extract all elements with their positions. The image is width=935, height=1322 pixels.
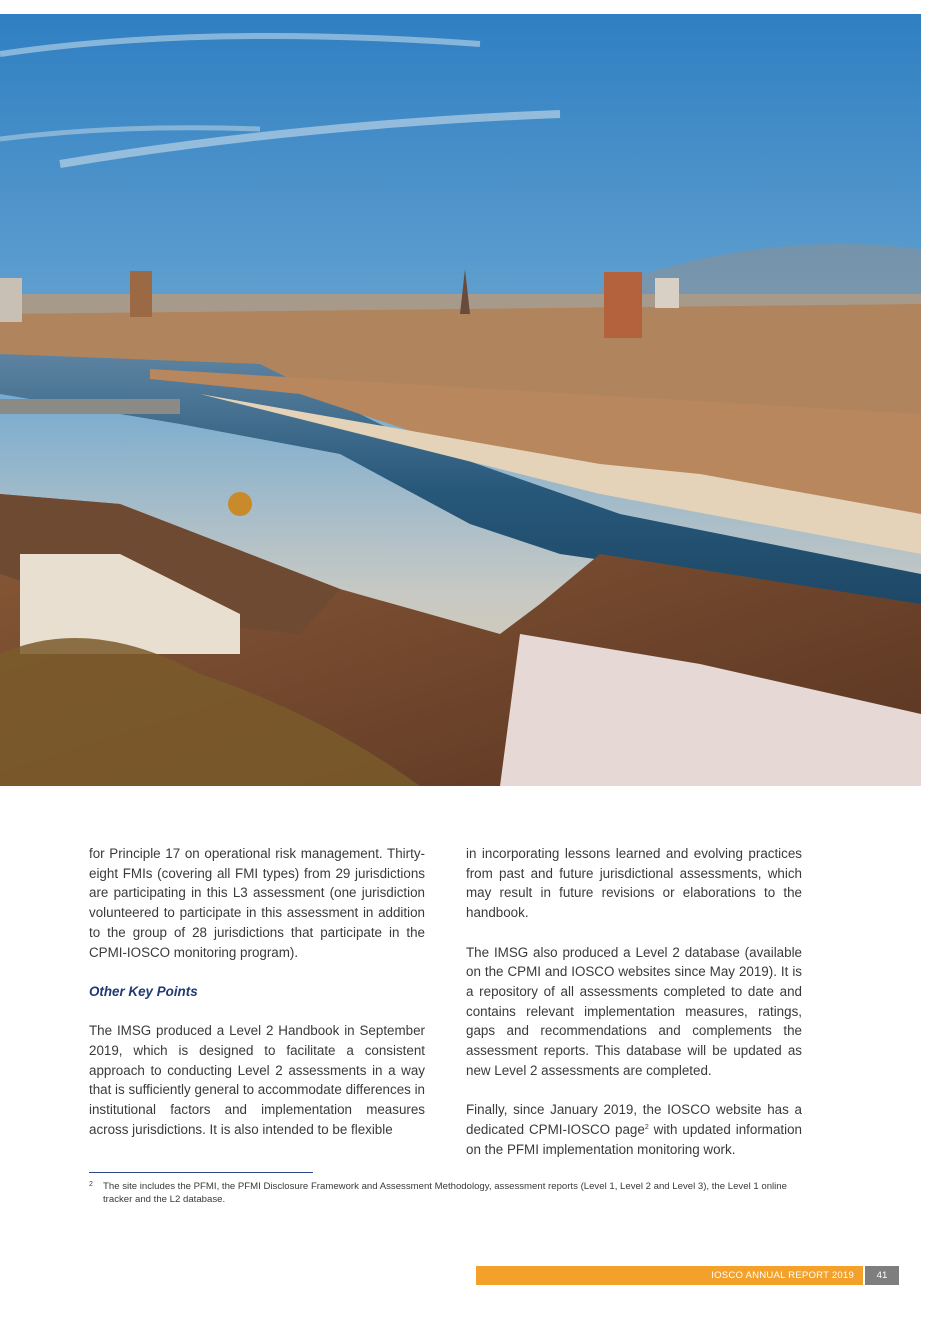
- body-paragraph: in incorporating lessons learned and evolving practices from past and future jurisdictional assessments, which may result in future revisions or elaborations to the handbook.: [466, 846, 802, 921]
- body-paragraph: [466, 1100, 802, 1159]
- paragraph-text: with updated information on the PFMI implementation monitoring work.: [466, 1121, 802, 1157]
- paragraph-text: Finally, since January 2019, the IOSCO website has a dedicated CPMI-IOSCO page: [466, 1102, 802, 1137]
- right-text-column: [466, 844, 802, 1159]
- city-river-photo: [0, 14, 921, 786]
- footnote-reference: 2: [644, 1123, 649, 1131]
- footnote-text: The site includes the PFMI, the PFMI Disclosure Framework and Assessment Methodology, assessment reports (Level 1, Level 2 and Level 3), the Level 1 online tracker and the L2 database.: [103, 1181, 787, 1205]
- left-text-column: [89, 844, 425, 1140]
- section-subheading: Other Key Points: [89, 983, 198, 999]
- page-number: 41: [865, 1266, 899, 1285]
- body-paragraph: The IMSG also produced a Level 2 database (available on the CPMI and IOSCO websites since May 2019). It is a repository of all assessments completed to date and contains relevant implementation measures, ratings, gaps and recommendations and complements the assessment reports. This database will be updated as new Level 2 assessments are completed.: [466, 944, 802, 1078]
- body-paragraph: for Principle 17 on operational risk management. Thirty-eight FMIs (covering all FMI types) from 29 jurisdictions are participating in this L3 assessment (one jurisdiction volunteered to participate in this assessment in addition to the group of 28 jurisdictions that participate in the CPMI-IOSCO monitoring program).: [89, 846, 425, 960]
- footer-report-title: IOSCO ANNUAL REPORT 2019: [476, 1266, 863, 1285]
- footnote-divider: [89, 1172, 313, 1173]
- body-paragraph: The IMSG produced a Level 2 Handbook in September 2019, which is designed to facilitate a consistent approach to conducting Level 2 assessments in a way that is sufficiently general to accommodate differences in institutional factors and implementation measures across jurisdictions. It is also intended to be flexible: [89, 1023, 425, 1137]
- footnote: [89, 1181, 802, 1206]
- footnote-number: 2: [89, 1181, 93, 1188]
